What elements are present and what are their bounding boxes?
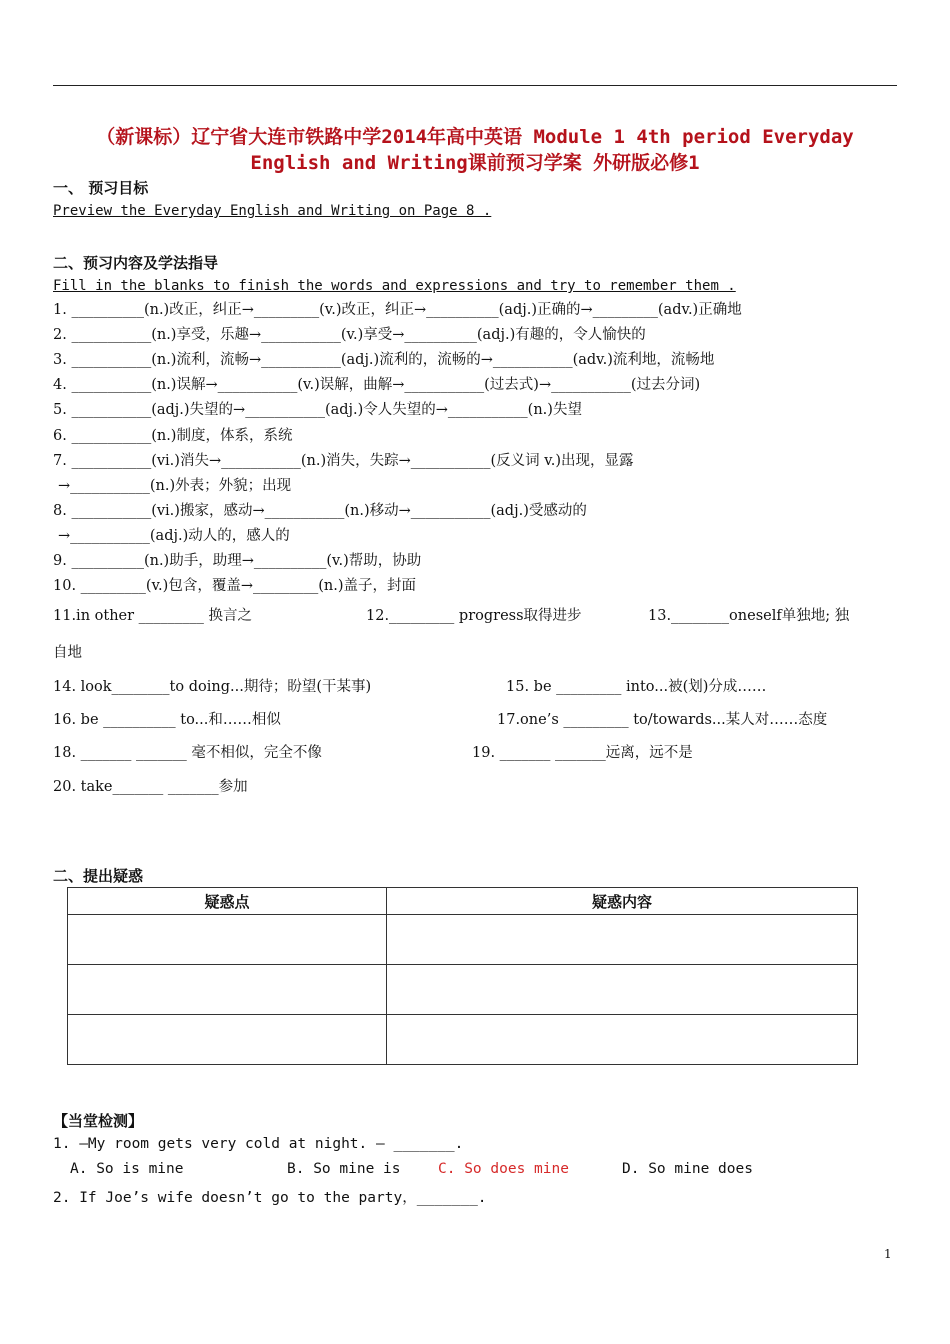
section-heading-in-class-check: 【当堂检测】 bbox=[53, 1112, 144, 1130]
phrase-12: 12._________ progress取得进步 bbox=[366, 608, 582, 624]
vocab-item-8: 8. ___________(vi.)搬家，感动→___________(n.)移动→___________(adj.)受感动的 bbox=[53, 503, 587, 519]
phrase-13-cont: 自地 bbox=[53, 645, 82, 661]
vocab-item-4: 4. ___________(n.)误解→___________(v.)误解，曲解→___________(过去式)→___________(过去分词) bbox=[53, 377, 701, 393]
question-1-option-d: D. So mine does bbox=[622, 1161, 753, 1177]
vocab-item-7-cont: →___________(n.)外表；外貌；出现 bbox=[58, 478, 292, 494]
doubt-content-cell[interactable] bbox=[387, 1015, 858, 1065]
question-1: 1. —My room gets very cold at night. — _______. bbox=[53, 1136, 464, 1152]
table-row bbox=[68, 965, 858, 1015]
phrase-11: 11.in other _________ 换言之 bbox=[53, 608, 253, 624]
column-header-doubt-point: 疑惑点 bbox=[68, 888, 387, 915]
column-header-doubt-content: 疑惑内容 bbox=[387, 888, 858, 915]
vocab-item-9: 9. __________(n.)助手，助理→__________(v.)帮助，协助 bbox=[53, 553, 422, 569]
question-2: 2. If Joe’s wife doesn’t go to the party，_______. bbox=[53, 1190, 487, 1206]
page-title bbox=[53, 124, 897, 176]
phrase-17: 17.one’s _________ to/towards...某人对……态度 bbox=[497, 712, 828, 728]
phrase-16: 16. be __________ to...和……相似 bbox=[53, 712, 281, 728]
vocab-item-5: 5. ___________(adj.)失望的→___________(adj.)令人失望的→___________(n.)失望 bbox=[53, 402, 582, 418]
doubt-point-cell[interactable] bbox=[68, 965, 387, 1015]
vocab-item-1: 1. __________(n.)改正，纠正→_________(v.)改正，纠正→__________(adj.)正确的→_________(adv.)正确地 bbox=[53, 302, 742, 318]
section-heading-preview-goal: 一、 预习目标 bbox=[53, 179, 149, 197]
fill-blanks-instruction: Fill in the blanks to finish the words and expressions and try to remember them . bbox=[53, 278, 736, 294]
title-line-1: （新课标）辽宁省大连市铁路中学2014年高中英语 Module 1 4th period Everyday bbox=[96, 126, 854, 148]
section-heading-preview-content: 二、预习内容及学法指导 bbox=[53, 254, 219, 272]
phrase-20: 20. take_______ _______参加 bbox=[53, 779, 248, 795]
phrase-19: 19. _______ _______远离，远不是 bbox=[472, 745, 693, 761]
question-1-option-a: A. So is mine bbox=[70, 1161, 184, 1177]
preview-goal-text: Preview the Everyday English and Writing on Page 8 . bbox=[53, 203, 492, 219]
vocab-item-6: 6. ___________(n.)制度，体系，系统 bbox=[53, 428, 293, 444]
question-1-option-c: C. So does mine bbox=[438, 1161, 569, 1177]
phrase-13: 13.________oneself单独地; 独 bbox=[648, 608, 850, 624]
vocab-item-8-cont: →___________(adj.)动人的，感人的 bbox=[58, 528, 290, 544]
section-heading-questions: 二、提出疑惑 bbox=[53, 867, 144, 885]
vocab-item-10: 10. _________(v.)包含，覆盖→_________(n.)盖子，封面 bbox=[53, 578, 416, 594]
vocab-item-7: 7. ___________(vi.)消失→___________(n.)消失，失踪→___________(反义词 v.)出现，显露 bbox=[53, 453, 634, 469]
phrase-14: 14. look________to doing...期待；盼望(干某事) bbox=[53, 679, 372, 695]
top-rule bbox=[53, 85, 897, 86]
phrase-15: 15. be _________ into...被(划)分成…… bbox=[506, 679, 767, 695]
doubt-point-cell[interactable] bbox=[68, 1015, 387, 1065]
phrase-18: 18. _______ _______ 毫不相似，完全不像 bbox=[53, 745, 322, 761]
table-row bbox=[68, 915, 858, 965]
doubt-content-cell[interactable] bbox=[387, 915, 858, 965]
doubt-point-cell[interactable] bbox=[68, 915, 387, 965]
table-row bbox=[68, 1015, 858, 1065]
vocab-item-2: 2. ___________(n.)享受，乐趣→___________(v.)享受→__________(adj.)有趣的，令人愉快的 bbox=[53, 327, 646, 343]
vocab-item-3: 3. ___________(n.)流利，流畅→___________(adj.)流利的，流畅的→___________(adv.)流利地，流畅地 bbox=[53, 352, 715, 368]
questions-table bbox=[67, 887, 858, 1065]
page-number: 1 bbox=[884, 1247, 892, 1261]
question-1-option-b: B. So mine is bbox=[287, 1161, 401, 1177]
questions-table-header bbox=[68, 888, 858, 915]
doubt-content-cell[interactable] bbox=[387, 965, 858, 1015]
title-line-2: English and Writing课前预习学案 外研版必修1 bbox=[250, 152, 700, 174]
